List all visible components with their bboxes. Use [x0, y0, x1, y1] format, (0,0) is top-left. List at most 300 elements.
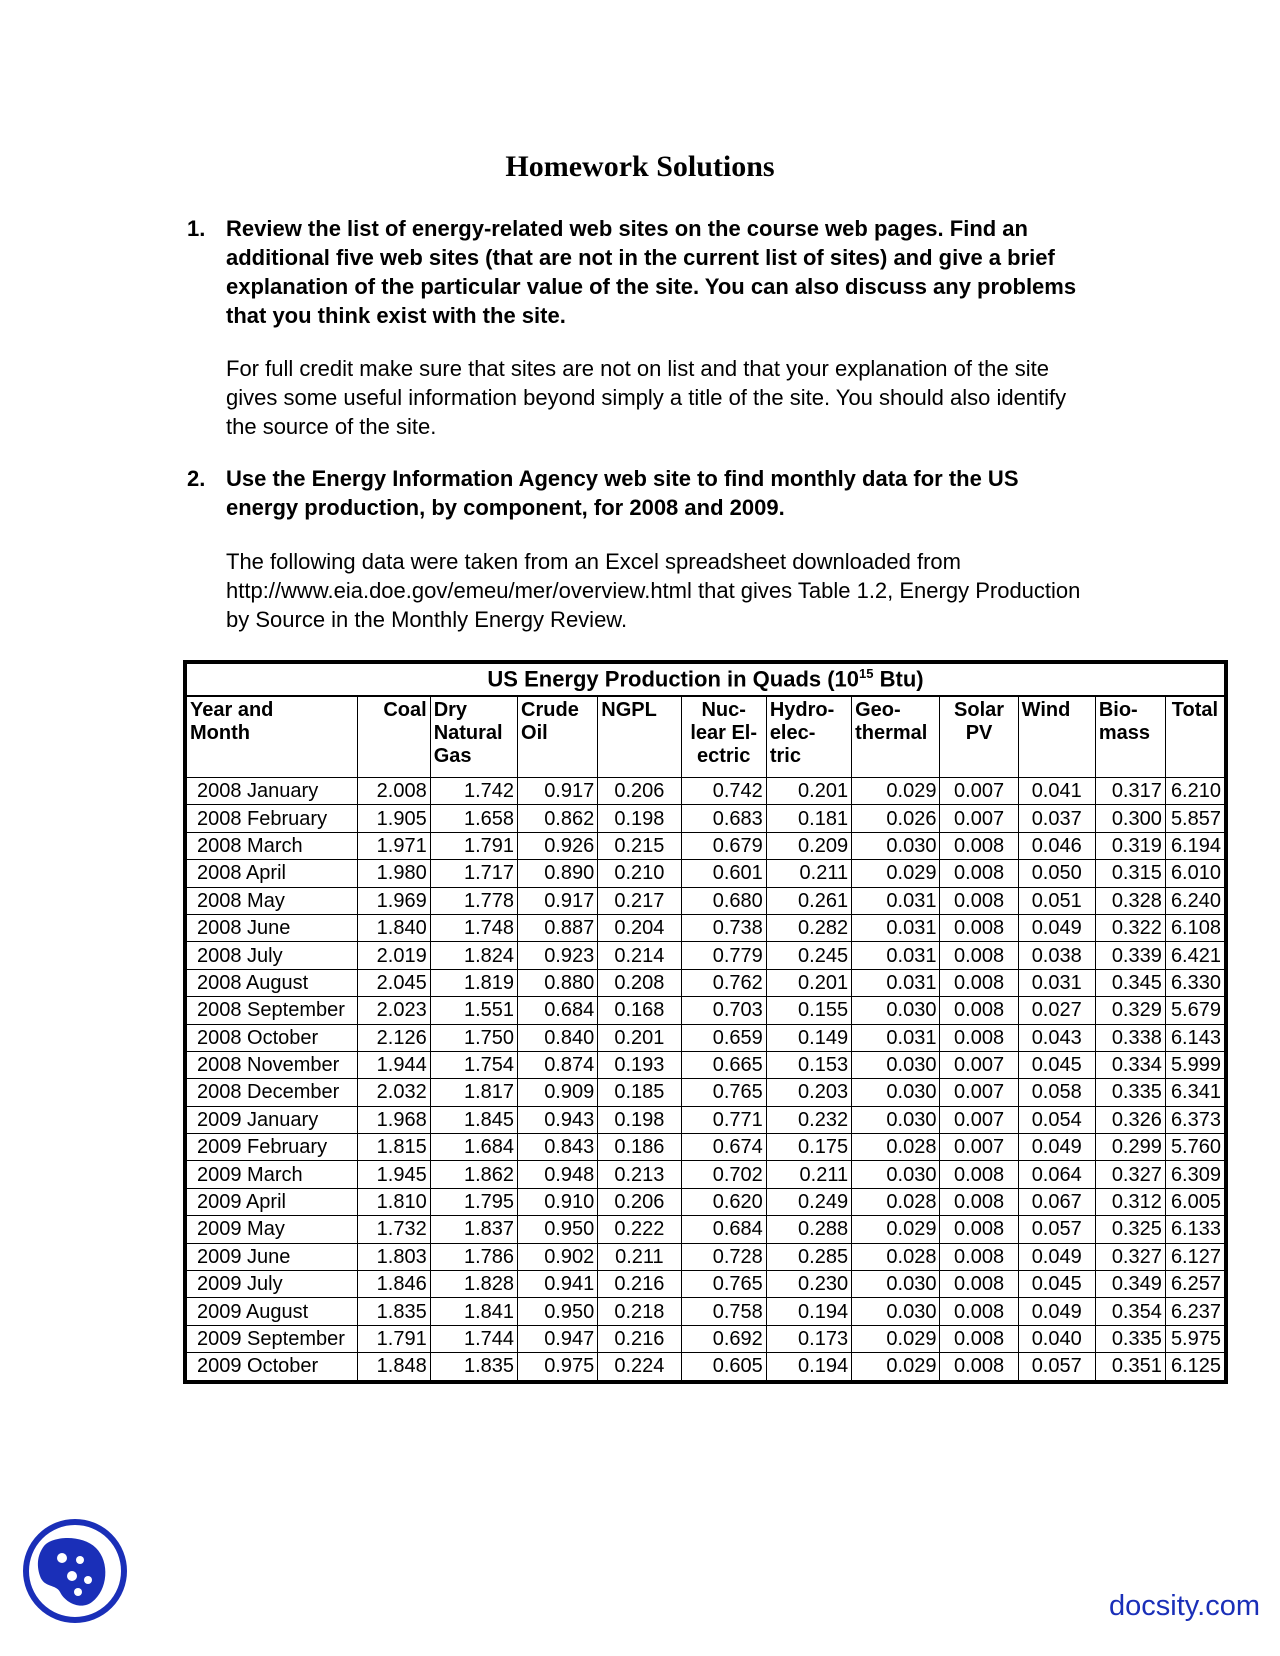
- table-row: [187, 969, 1225, 996]
- cell-hydroelectric: 0.261: [766, 887, 851, 914]
- question-2-number: 2.: [187, 466, 206, 491]
- cell-crude-oil: 0.917: [518, 778, 598, 805]
- cell-nuclear-electric: 0.728: [681, 1243, 766, 1270]
- cell-geothermal: 0.029: [852, 778, 940, 805]
- cell-coal: 2.019: [357, 942, 430, 969]
- cell-geothermal: 0.029: [852, 860, 940, 887]
- cell-crude-oil: 0.926: [518, 832, 598, 859]
- header-biomass: [1095, 696, 1165, 778]
- cell-ngpl: 0.216: [598, 1325, 681, 1352]
- cell-coal: 1.971: [357, 832, 430, 859]
- cell-nuclear-electric: 0.620: [681, 1188, 766, 1215]
- cell-dry-natural-gas: 1.684: [430, 1134, 517, 1161]
- cell-biomass: 0.328: [1095, 887, 1165, 914]
- cell-geothermal: 0.030: [852, 832, 940, 859]
- cell-nuclear-electric: 0.771: [681, 1106, 766, 1133]
- question-2: [187, 464, 1087, 522]
- answer-2-paragraph: The following data were taken from an Excel spreadsheet downloaded from http://www.eia.doe.gov/emeu/mer/overview.html that gives Table 1.2, Energy Production by Source in the Monthly Energy Review.: [226, 549, 1081, 632]
- cell-solar-pv: 0.008: [940, 1298, 1018, 1325]
- cell-ngpl: 0.208: [598, 969, 681, 996]
- cell-coal: 1.944: [357, 1051, 430, 1078]
- cell-dry-natural-gas: 1.551: [430, 997, 517, 1024]
- cell-geothermal: 0.028: [852, 1243, 940, 1270]
- header-line: tric: [769, 744, 801, 767]
- cell-hydroelectric: 0.149: [766, 1024, 851, 1051]
- table-body: [187, 778, 1225, 1381]
- cell-biomass: 0.345: [1095, 969, 1165, 996]
- cell-crude-oil: 0.950: [518, 1298, 598, 1325]
- cell-geothermal: 0.030: [852, 1079, 940, 1106]
- cell-solar-pv: 0.008: [940, 860, 1018, 887]
- cell-crude-oil: 0.840: [518, 1024, 598, 1051]
- header-line: ectric: [696, 744, 751, 767]
- cell-wind: 0.049: [1018, 1298, 1095, 1325]
- header-nuclear-electric: [681, 696, 766, 778]
- cell-biomass: 0.329: [1095, 997, 1165, 1024]
- table-row: [187, 1325, 1225, 1352]
- cell-crude-oil: 0.902: [518, 1243, 598, 1270]
- cell-biomass: 0.326: [1095, 1106, 1165, 1133]
- question-1-text: Review the list of energy-related web sites on the course web pages. Find an additional five web sites (that are not in the current list of sites) and give a brief explanation of the particular value of the site. You can also discuss any problems that you think exist with the site.: [226, 216, 1077, 328]
- cell-crude-oil: 0.684: [518, 997, 598, 1024]
- table-row: [187, 942, 1225, 969]
- cell-crude-oil: 0.887: [518, 914, 598, 941]
- cell-total: 6.143: [1165, 1024, 1224, 1051]
- cell-biomass: 0.317: [1095, 778, 1165, 805]
- cell-coal: 2.126: [357, 1024, 430, 1051]
- header-line: Coal: [383, 698, 427, 721]
- cell-dry-natural-gas: 1.786: [430, 1243, 517, 1270]
- cell-dry-natural-gas: 1.750: [430, 1024, 517, 1051]
- cell-total: 6.237: [1165, 1298, 1224, 1325]
- cell-dry-natural-gas: 1.841: [430, 1298, 517, 1325]
- cell-ngpl: 0.214: [598, 942, 681, 969]
- header-line: Gas: [433, 744, 472, 767]
- table-row: [187, 914, 1225, 941]
- cell-biomass: 0.322: [1095, 914, 1165, 941]
- cell-total: 5.679: [1165, 997, 1224, 1024]
- cell-ngpl: 0.218: [598, 1298, 681, 1325]
- cell-total: 6.210: [1165, 778, 1224, 805]
- cell-nuclear-electric: 0.665: [681, 1051, 766, 1078]
- cell-solar-pv: 0.008: [940, 1353, 1018, 1380]
- cell-coal: 1.846: [357, 1271, 430, 1298]
- cell-ngpl: 0.211: [598, 1243, 681, 1270]
- header-dry-natural-gas: [430, 696, 517, 778]
- header-line: Wind: [1021, 698, 1071, 721]
- cell-biomass: 0.327: [1095, 1243, 1165, 1270]
- header-year-month: [187, 696, 358, 778]
- cell-dry-natural-gas: 1.828: [430, 1271, 517, 1298]
- cell-wind: 0.050: [1018, 860, 1095, 887]
- cell-biomass: 0.338: [1095, 1024, 1165, 1051]
- cell-ngpl: 0.168: [598, 997, 681, 1024]
- cell-month: 2008 March: [187, 832, 358, 859]
- cell-nuclear-electric: 0.703: [681, 997, 766, 1024]
- cell-wind: 0.064: [1018, 1161, 1095, 1188]
- cell-hydroelectric: 0.209: [766, 832, 851, 859]
- cell-nuclear-electric: 0.679: [681, 832, 766, 859]
- cell-solar-pv: 0.007: [940, 1079, 1018, 1106]
- cell-hydroelectric: 0.232: [766, 1106, 851, 1133]
- table-row: [187, 778, 1225, 805]
- cell-crude-oil: 0.948: [518, 1161, 598, 1188]
- cell-solar-pv: 0.008: [940, 887, 1018, 914]
- cell-biomass: 0.335: [1095, 1079, 1165, 1106]
- energy-production-table: [186, 663, 1225, 1381]
- cell-crude-oil: 0.975: [518, 1353, 598, 1380]
- cell-hydroelectric: 0.203: [766, 1079, 851, 1106]
- cell-wind: 0.045: [1018, 1271, 1095, 1298]
- cell-biomass: 0.334: [1095, 1051, 1165, 1078]
- cell-hydroelectric: 0.173: [766, 1325, 851, 1352]
- cell-total: 6.341: [1165, 1079, 1224, 1106]
- cell-month: 2008 April: [187, 860, 358, 887]
- cell-wind: 0.038: [1018, 942, 1095, 969]
- cell-month: 2008 November: [187, 1051, 358, 1078]
- cell-dry-natural-gas: 1.817: [430, 1079, 517, 1106]
- cell-total: 6.108: [1165, 914, 1224, 941]
- cell-solar-pv: 0.008: [940, 1188, 1018, 1215]
- cell-coal: 1.803: [357, 1243, 430, 1270]
- cell-total: 5.975: [1165, 1325, 1224, 1352]
- table-row: [187, 1134, 1225, 1161]
- cell-dry-natural-gas: 1.742: [430, 778, 517, 805]
- header-line: PV: [965, 721, 993, 744]
- cell-total: 6.194: [1165, 832, 1224, 859]
- header-line: Crude: [521, 698, 579, 721]
- cell-month: 2009 February: [187, 1134, 358, 1161]
- header-line: Year and: [190, 698, 274, 721]
- cell-coal: 2.032: [357, 1079, 430, 1106]
- cell-total: 6.005: [1165, 1188, 1224, 1215]
- cell-geothermal: 0.030: [852, 1051, 940, 1078]
- cell-biomass: 0.299: [1095, 1134, 1165, 1161]
- cell-geothermal: 0.030: [852, 1106, 940, 1133]
- cell-total: 6.309: [1165, 1161, 1224, 1188]
- cell-dry-natural-gas: 1.717: [430, 860, 517, 887]
- cell-month: 2009 March: [187, 1161, 358, 1188]
- table-caption-unit: Btu): [873, 666, 924, 692]
- cell-dry-natural-gas: 1.744: [430, 1325, 517, 1352]
- cell-dry-natural-gas: 1.795: [430, 1188, 517, 1215]
- cell-coal: 2.008: [357, 778, 430, 805]
- cell-nuclear-electric: 0.738: [681, 914, 766, 941]
- cell-solar-pv: 0.008: [940, 1325, 1018, 1352]
- cell-dry-natural-gas: 1.754: [430, 1051, 517, 1078]
- question-2-text: Use the Energy Information Agency web site to find monthly data for the US energy production, by component, for 2008 and 2009.: [226, 466, 1019, 520]
- header-line: Nuc-: [701, 698, 746, 721]
- header-line: mass: [1098, 721, 1150, 744]
- cell-month: 2008 May: [187, 887, 358, 914]
- cell-nuclear-electric: 0.765: [681, 1271, 766, 1298]
- header-line: Solar: [954, 698, 1005, 721]
- cell-coal: 1.969: [357, 887, 430, 914]
- cell-ngpl: 0.193: [598, 1051, 681, 1078]
- cell-hydroelectric: 0.155: [766, 997, 851, 1024]
- cell-crude-oil: 0.909: [518, 1079, 598, 1106]
- cell-geothermal: 0.030: [852, 1161, 940, 1188]
- header-line: Month: [190, 721, 250, 744]
- header-geothermal: [852, 696, 940, 778]
- cell-total: 6.125: [1165, 1353, 1224, 1380]
- cell-ngpl: 0.198: [598, 805, 681, 832]
- cell-hydroelectric: 0.245: [766, 942, 851, 969]
- cell-solar-pv: 0.008: [940, 1161, 1018, 1188]
- cell-dry-natural-gas: 1.819: [430, 969, 517, 996]
- header-wind: [1018, 696, 1095, 778]
- cell-biomass: 0.327: [1095, 1161, 1165, 1188]
- cell-solar-pv: 0.008: [940, 832, 1018, 859]
- cell-dry-natural-gas: 1.845: [430, 1106, 517, 1133]
- header-solar-pv: [940, 696, 1018, 778]
- cell-wind: 0.040: [1018, 1325, 1095, 1352]
- cell-dry-natural-gas: 1.835: [430, 1353, 517, 1380]
- table-row: [187, 1271, 1225, 1298]
- table-row: [187, 1079, 1225, 1106]
- cell-crude-oil: 0.943: [518, 1106, 598, 1133]
- cell-hydroelectric: 0.201: [766, 778, 851, 805]
- cell-month: 2009 April: [187, 1188, 358, 1215]
- cell-biomass: 0.351: [1095, 1353, 1165, 1380]
- cell-coal: 1.848: [357, 1353, 430, 1380]
- cell-nuclear-electric: 0.674: [681, 1134, 766, 1161]
- cell-ngpl: 0.206: [598, 778, 681, 805]
- cell-dry-natural-gas: 1.778: [430, 887, 517, 914]
- cell-wind: 0.046: [1018, 832, 1095, 859]
- cell-nuclear-electric: 0.659: [681, 1024, 766, 1051]
- cell-solar-pv: 0.007: [940, 1051, 1018, 1078]
- docsity-logo-icon: [22, 1518, 128, 1624]
- cell-solar-pv: 0.008: [940, 1216, 1018, 1243]
- cell-ngpl: 0.206: [598, 1188, 681, 1215]
- cell-coal: 1.968: [357, 1106, 430, 1133]
- answer-1-paragraph: For full credit make sure that sites are not on list and that your explanation of the site gives some useful information beyond simply a title of the site. You should also identify the source of the site.: [226, 356, 1067, 439]
- cell-geothermal: 0.030: [852, 997, 940, 1024]
- header-line: lear El-: [690, 721, 758, 744]
- cell-total: 5.999: [1165, 1051, 1224, 1078]
- table-row: [187, 1243, 1225, 1270]
- cell-solar-pv: 0.008: [940, 1024, 1018, 1051]
- cell-month: 2009 August: [187, 1298, 358, 1325]
- table-row: [187, 1024, 1225, 1051]
- cell-nuclear-electric: 0.601: [681, 860, 766, 887]
- cell-nuclear-electric: 0.680: [681, 887, 766, 914]
- table-row: [187, 997, 1225, 1024]
- cell-geothermal: 0.030: [852, 1298, 940, 1325]
- cell-hydroelectric: 0.181: [766, 805, 851, 832]
- header-hydroelectric: [766, 696, 851, 778]
- cell-dry-natural-gas: 1.748: [430, 914, 517, 941]
- page-title: Homework Solutions: [505, 150, 775, 183]
- cell-ngpl: 0.186: [598, 1134, 681, 1161]
- header-line: Natural: [433, 721, 503, 744]
- cell-nuclear-electric: 0.683: [681, 805, 766, 832]
- cell-solar-pv: 0.007: [940, 778, 1018, 805]
- cell-solar-pv: 0.008: [940, 969, 1018, 996]
- cell-crude-oil: 0.923: [518, 942, 598, 969]
- cell-total: 6.133: [1165, 1216, 1224, 1243]
- cell-hydroelectric: 0.285: [766, 1243, 851, 1270]
- cell-ngpl: 0.224: [598, 1353, 681, 1380]
- cell-solar-pv: 0.008: [940, 997, 1018, 1024]
- cell-coal: 1.905: [357, 805, 430, 832]
- cell-geothermal: 0.029: [852, 1216, 940, 1243]
- cell-biomass: 0.335: [1095, 1325, 1165, 1352]
- table-caption-exponent: 15: [859, 666, 874, 682]
- cell-total: 6.257: [1165, 1271, 1224, 1298]
- cell-hydroelectric: 0.211: [766, 1161, 851, 1188]
- question-1-number: 1.: [187, 216, 206, 241]
- cell-coal: 1.835: [357, 1298, 430, 1325]
- cell-coal: 1.732: [357, 1216, 430, 1243]
- cell-coal: 1.980: [357, 860, 430, 887]
- cell-hydroelectric: 0.282: [766, 914, 851, 941]
- table-row: [187, 1161, 1225, 1188]
- header-line: Total: [1171, 698, 1219, 721]
- cell-hydroelectric: 0.201: [766, 969, 851, 996]
- question-1: [187, 214, 1087, 330]
- cell-hydroelectric: 0.153: [766, 1051, 851, 1078]
- cell-ngpl: 0.217: [598, 887, 681, 914]
- table-row: [187, 860, 1225, 887]
- cell-biomass: 0.319: [1095, 832, 1165, 859]
- cell-coal: 1.791: [357, 1325, 430, 1352]
- cell-solar-pv: 0.008: [940, 1271, 1018, 1298]
- cell-ngpl: 0.204: [598, 914, 681, 941]
- cell-wind: 0.049: [1018, 914, 1095, 941]
- cell-coal: 1.810: [357, 1188, 430, 1215]
- cell-solar-pv: 0.008: [940, 914, 1018, 941]
- cell-ngpl: 0.185: [598, 1079, 681, 1106]
- header-line: NGPL: [601, 698, 657, 721]
- cell-wind: 0.043: [1018, 1024, 1095, 1051]
- header-line: Hydro-: [769, 698, 835, 721]
- cell-nuclear-electric: 0.779: [681, 942, 766, 969]
- header-coal: [357, 696, 430, 778]
- table-row: [187, 1051, 1225, 1078]
- cell-total: 5.760: [1165, 1134, 1224, 1161]
- header-line: elec-: [769, 721, 816, 744]
- cell-wind: 0.027: [1018, 997, 1095, 1024]
- cell-solar-pv: 0.007: [940, 1106, 1018, 1133]
- cell-month: 2008 February: [187, 805, 358, 832]
- cell-ngpl: 0.213: [598, 1161, 681, 1188]
- cell-total: 6.373: [1165, 1106, 1224, 1133]
- cell-hydroelectric: 0.288: [766, 1216, 851, 1243]
- cell-month: 2008 July: [187, 942, 358, 969]
- cell-coal: 1.815: [357, 1134, 430, 1161]
- docsity-link[interactable]: docsity.com: [1109, 1590, 1260, 1622]
- cell-ngpl: 0.222: [598, 1216, 681, 1243]
- header-line: Bio-: [1098, 698, 1138, 721]
- table-row: [187, 1353, 1225, 1380]
- cell-crude-oil: 0.843: [518, 1134, 598, 1161]
- cell-ngpl: 0.216: [598, 1271, 681, 1298]
- cell-month: 2009 September: [187, 1325, 358, 1352]
- cell-biomass: 0.300: [1095, 805, 1165, 832]
- cell-dry-natural-gas: 1.824: [430, 942, 517, 969]
- cell-geothermal: 0.031: [852, 969, 940, 996]
- cell-crude-oil: 0.947: [518, 1325, 598, 1352]
- cell-wind: 0.037: [1018, 805, 1095, 832]
- cell-geothermal: 0.031: [852, 942, 940, 969]
- cell-month: 2009 May: [187, 1216, 358, 1243]
- header-ngpl: [598, 696, 681, 778]
- cell-month: 2009 June: [187, 1243, 358, 1270]
- cell-month: 2008 September: [187, 997, 358, 1024]
- cell-hydroelectric: 0.175: [766, 1134, 851, 1161]
- cell-biomass: 0.312: [1095, 1188, 1165, 1215]
- cell-nuclear-electric: 0.684: [681, 1216, 766, 1243]
- cell-wind: 0.057: [1018, 1353, 1095, 1380]
- cell-hydroelectric: 0.194: [766, 1353, 851, 1380]
- table-row: [187, 805, 1225, 832]
- cell-dry-natural-gas: 1.862: [430, 1161, 517, 1188]
- cell-dry-natural-gas: 1.791: [430, 832, 517, 859]
- cell-wind: 0.049: [1018, 1134, 1095, 1161]
- cell-total: 6.421: [1165, 942, 1224, 969]
- cell-month: 2008 June: [187, 914, 358, 941]
- cell-month: 2008 October: [187, 1024, 358, 1051]
- header-line: thermal: [855, 721, 928, 744]
- cell-month: 2009 July: [187, 1271, 358, 1298]
- table-row: [187, 887, 1225, 914]
- cell-nuclear-electric: 0.692: [681, 1325, 766, 1352]
- cell-wind: 0.057: [1018, 1216, 1095, 1243]
- header-crude-oil: [518, 696, 598, 778]
- table-caption-text: US Energy Production in Quads (10: [487, 666, 860, 692]
- table-row: [187, 1298, 1225, 1325]
- cell-nuclear-electric: 0.765: [681, 1079, 766, 1106]
- cell-wind: 0.058: [1018, 1079, 1095, 1106]
- header-line: Dry: [433, 698, 468, 721]
- table-caption: [187, 664, 1225, 696]
- table-row: [187, 1216, 1225, 1243]
- cell-coal: 1.840: [357, 914, 430, 941]
- cell-solar-pv: 0.007: [940, 1134, 1018, 1161]
- cell-crude-oil: 0.910: [518, 1188, 598, 1215]
- cell-wind: 0.049: [1018, 1243, 1095, 1270]
- cell-nuclear-electric: 0.762: [681, 969, 766, 996]
- cell-ngpl: 0.201: [598, 1024, 681, 1051]
- cell-biomass: 0.349: [1095, 1271, 1165, 1298]
- cell-geothermal: 0.029: [852, 1353, 940, 1380]
- cell-nuclear-electric: 0.742: [681, 778, 766, 805]
- cell-coal: 2.023: [357, 997, 430, 1024]
- cell-hydroelectric: 0.194: [766, 1298, 851, 1325]
- cell-geothermal: 0.030: [852, 1271, 940, 1298]
- cell-geothermal: 0.031: [852, 1024, 940, 1051]
- cell-total: 5.857: [1165, 805, 1224, 832]
- table-row: [187, 832, 1225, 859]
- cell-geothermal: 0.031: [852, 887, 940, 914]
- cell-biomass: 0.325: [1095, 1216, 1165, 1243]
- cell-crude-oil: 0.950: [518, 1216, 598, 1243]
- cell-dry-natural-gas: 1.658: [430, 805, 517, 832]
- cell-crude-oil: 0.941: [518, 1271, 598, 1298]
- energy-table: [183, 660, 1228, 1384]
- cell-geothermal: 0.029: [852, 1325, 940, 1352]
- cell-month: 2008 August: [187, 969, 358, 996]
- header-line: Geo-: [855, 698, 901, 721]
- cell-solar-pv: 0.008: [940, 1243, 1018, 1270]
- header-total: [1165, 696, 1224, 778]
- cell-crude-oil: 0.874: [518, 1051, 598, 1078]
- cell-wind: 0.045: [1018, 1051, 1095, 1078]
- cell-hydroelectric: 0.230: [766, 1271, 851, 1298]
- cell-geothermal: 0.031: [852, 914, 940, 941]
